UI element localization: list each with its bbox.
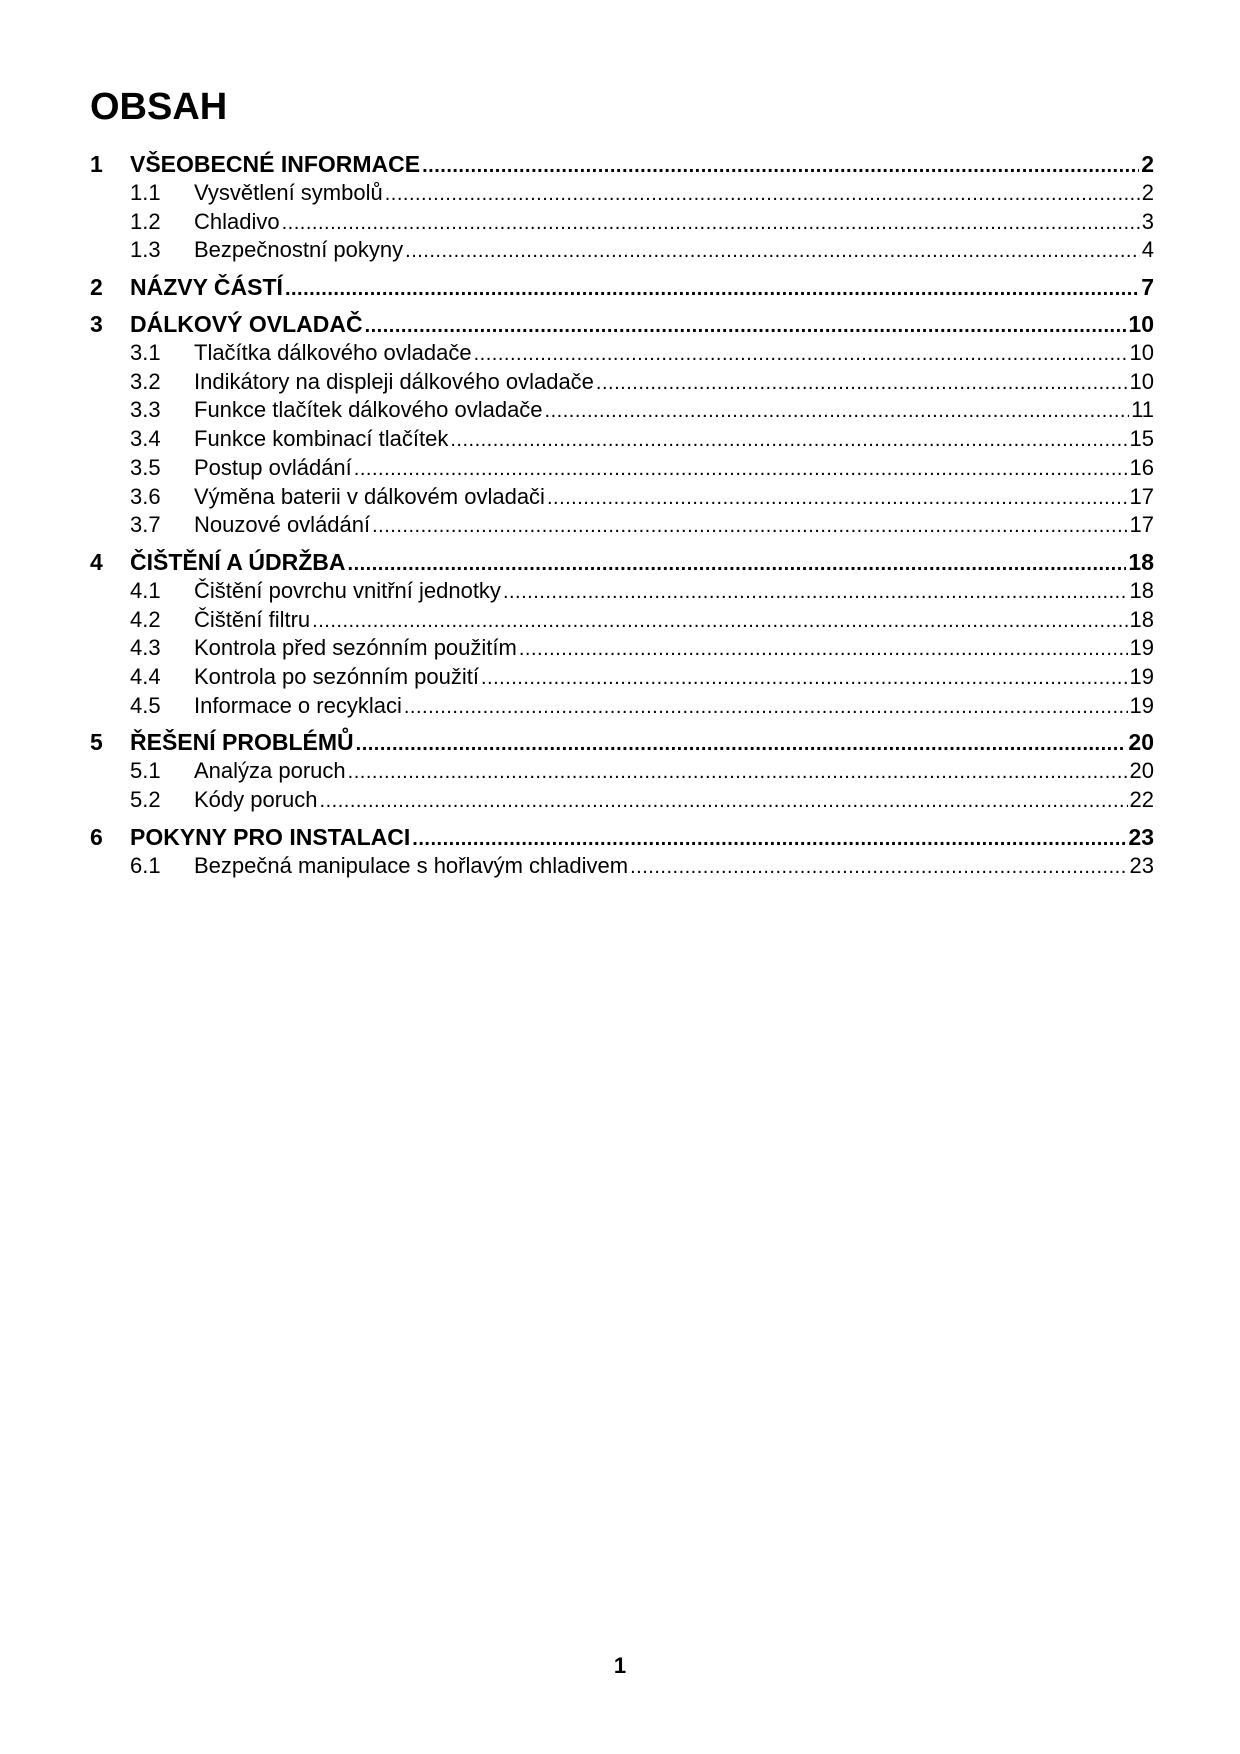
toc-entry-page: 10 xyxy=(1128,311,1154,338)
toc-dot-leader xyxy=(404,693,1128,722)
toc-section-entry[interactable] xyxy=(90,454,1154,483)
toc-entry-page: 2 xyxy=(1141,180,1154,205)
toc-entry-page: 18 xyxy=(1129,606,1154,632)
toc-entry-number: 3.5 xyxy=(130,454,161,480)
toc-entry-title: Čištění filtru xyxy=(194,606,311,632)
toc-dot-leader xyxy=(596,369,1128,398)
toc-section-entry[interactable] xyxy=(90,236,1154,265)
toc-section-entry[interactable] xyxy=(90,606,1154,635)
toc-entry-title: Indikátory na displeji dálkového ovladače xyxy=(194,368,594,394)
toc-entry-page: 23 xyxy=(1128,823,1154,850)
toc-entry-number: 5.1 xyxy=(130,758,161,784)
toc-entry-page: 10 xyxy=(1129,340,1154,366)
toc-section-entry[interactable] xyxy=(90,339,1154,368)
toc-section-entry[interactable] xyxy=(90,634,1154,663)
toc-entry-number: 3.1 xyxy=(130,340,161,366)
toc-entry-number: 3.6 xyxy=(130,483,161,509)
toc-entry-page: 20 xyxy=(1128,729,1154,756)
toc-entry-page: 18 xyxy=(1128,548,1154,575)
toc-section-entry[interactable] xyxy=(90,368,1154,397)
toc-dot-leader xyxy=(348,550,1127,579)
toc-entry-number: 5.2 xyxy=(130,787,161,812)
toc-entry-number: 1.2 xyxy=(130,208,161,234)
toc-entry-title: ČIŠTĚNÍ A ÚDRŽBA xyxy=(130,548,346,575)
toc-entry-number: 4.5 xyxy=(130,692,161,718)
toc-entry-page: 16 xyxy=(1129,454,1154,480)
toc-entry-page: 20 xyxy=(1129,758,1154,784)
toc-entry-page: 2 xyxy=(1141,151,1154,177)
toc-entry-number: 3 xyxy=(90,311,103,338)
toc-dot-leader xyxy=(422,152,1139,181)
toc-entry-page: 3 xyxy=(1141,208,1154,234)
toc-dot-leader xyxy=(348,758,1128,787)
toc-entry-number: 3.2 xyxy=(130,368,161,394)
toc-section-entry[interactable] xyxy=(90,511,1154,540)
toc-chapter-entry[interactable] xyxy=(90,273,1154,302)
toc-entry-title: Kontrola po sezónním použití xyxy=(194,663,479,689)
toc-dot-leader xyxy=(481,664,1128,693)
toc-dot-leader xyxy=(474,340,1128,369)
toc-dot-leader xyxy=(285,275,1139,304)
toc-entry-number: 4.2 xyxy=(130,606,161,632)
toc-entry-number: 3.7 xyxy=(130,512,161,538)
toc-entry-page: 19 xyxy=(1129,635,1154,661)
toc-chapter-entry[interactable] xyxy=(90,548,1154,577)
toc-section-entry[interactable] xyxy=(90,663,1154,692)
toc-dot-leader xyxy=(503,578,1128,607)
toc-entry-page: 17 xyxy=(1129,512,1154,538)
toc-section-entry[interactable] xyxy=(90,786,1154,815)
toc-section-entry[interactable] xyxy=(90,692,1154,721)
toc-entry-number: 4.3 xyxy=(130,635,161,661)
toc-entry-title: ŘEŠENÍ PROBLÉMŮ xyxy=(130,729,354,756)
page-number: 1 xyxy=(613,1653,627,1678)
toc-entry-number: 6 xyxy=(90,823,103,850)
toc-entry-page: 18 xyxy=(1129,577,1154,603)
toc-chapter-entry[interactable] xyxy=(90,150,1154,179)
toc-section-entry[interactable] xyxy=(90,208,1154,237)
toc-entry-page: 15 xyxy=(1129,426,1154,452)
toc-entry-page: 10 xyxy=(1129,368,1154,394)
toc-entry-title: NÁZVY ČÁSTÍ xyxy=(130,274,283,301)
toc-entry-number: 4.1 xyxy=(130,577,161,603)
toc-dot-leader xyxy=(385,180,1140,209)
toc-dot-leader xyxy=(354,455,1128,484)
toc-section-entry[interactable] xyxy=(90,852,1154,881)
toc-entry-page: 19 xyxy=(1129,692,1154,718)
toc-entry-title: Bezpečnostní pokyny xyxy=(194,237,404,263)
toc-entry-title: Informace o recyklaci xyxy=(194,692,402,718)
toc-section-entry[interactable] xyxy=(90,179,1154,208)
toc-entry-number: 3.3 xyxy=(130,397,161,423)
toc-entry-page: 23 xyxy=(1129,852,1154,878)
toc-dot-leader xyxy=(450,426,1127,455)
toc-entry-title: Kódy poruch xyxy=(194,787,318,812)
toc-dot-leader xyxy=(365,312,1127,341)
toc-dot-leader xyxy=(412,825,1126,854)
toc-entry-page: 11 xyxy=(1131,397,1154,423)
toc-entry-title: Analýza poruch xyxy=(194,758,346,784)
table-of-contents xyxy=(90,150,1154,880)
toc-entry-title: Tlačítka dálkového ovladače xyxy=(194,340,472,366)
toc-section-entry[interactable] xyxy=(90,483,1154,512)
toc-entry-title: Postup ovládání xyxy=(194,454,352,480)
toc-chapter-entry[interactable] xyxy=(90,823,1154,852)
toc-entry-number: 1.1 xyxy=(130,180,161,205)
toc-entry-page: 4 xyxy=(1141,237,1154,263)
toc-dot-leader xyxy=(312,607,1127,636)
toc-dot-leader xyxy=(372,512,1127,541)
toc-chapter-entry[interactable] xyxy=(90,728,1154,757)
toc-entry-title: Funkce kombinací tlačítek xyxy=(194,426,449,452)
toc-entry-number: 1 xyxy=(90,151,103,177)
toc-entry-number: 6.1 xyxy=(130,852,161,878)
toc-dot-leader xyxy=(547,484,1128,513)
toc-dot-leader xyxy=(519,635,1128,664)
toc-entry-number: 3.4 xyxy=(130,426,161,452)
toc-section-entry[interactable] xyxy=(90,757,1154,786)
toc-dot-leader xyxy=(405,237,1140,266)
toc-entry-page: 7 xyxy=(1141,274,1154,301)
toc-entry-number: 1.3 xyxy=(130,237,161,263)
toc-entry-title: VŠEOBECNÉ INFORMACE xyxy=(130,151,421,177)
toc-entry-number: 4.4 xyxy=(130,663,161,689)
page-title: OBSAH xyxy=(90,86,228,128)
toc-entry-title: Funkce tlačítek dálkového ovladače xyxy=(194,397,543,423)
toc-entry-page: 19 xyxy=(1129,663,1154,689)
toc-dot-leader xyxy=(320,787,1128,816)
toc-entry-title: Bezpečná manipulace s hořlavým chladivem xyxy=(194,852,629,878)
toc-dot-leader xyxy=(356,730,1127,759)
toc-entry-title: Výměna baterii v dálkovém ovladači xyxy=(194,483,545,509)
toc-section-entry[interactable] xyxy=(90,396,1154,425)
toc-dot-leader xyxy=(630,853,1127,882)
toc-entry-title: Vysvětlení symbolů xyxy=(194,180,383,205)
toc-entry-title: DÁLKOVÝ OVLADAČ xyxy=(130,311,363,338)
toc-entry-number: 4 xyxy=(90,548,103,575)
toc-dot-leader xyxy=(545,397,1130,426)
toc-entry-page: 22 xyxy=(1129,787,1154,812)
toc-chapter-entry[interactable] xyxy=(90,310,1154,339)
toc-entry-page: 17 xyxy=(1129,483,1154,509)
toc-entry-number: 2 xyxy=(90,274,103,301)
toc-entry-title: Kontrola před sezónním použitím xyxy=(194,635,517,661)
toc-section-entry[interactable] xyxy=(90,425,1154,454)
toc-entry-title: POKYNY PRO INSTALACI xyxy=(130,823,411,850)
toc-entry-title: Čištění povrchu vnitřní jednotky xyxy=(194,577,501,603)
toc-entry-title: Nouzové ovládání xyxy=(194,512,371,538)
toc-entry-number: 5 xyxy=(90,729,103,756)
toc-entry-title: Chladivo xyxy=(194,208,280,234)
toc-section-entry[interactable] xyxy=(90,577,1154,606)
toc-dot-leader xyxy=(282,209,1140,238)
